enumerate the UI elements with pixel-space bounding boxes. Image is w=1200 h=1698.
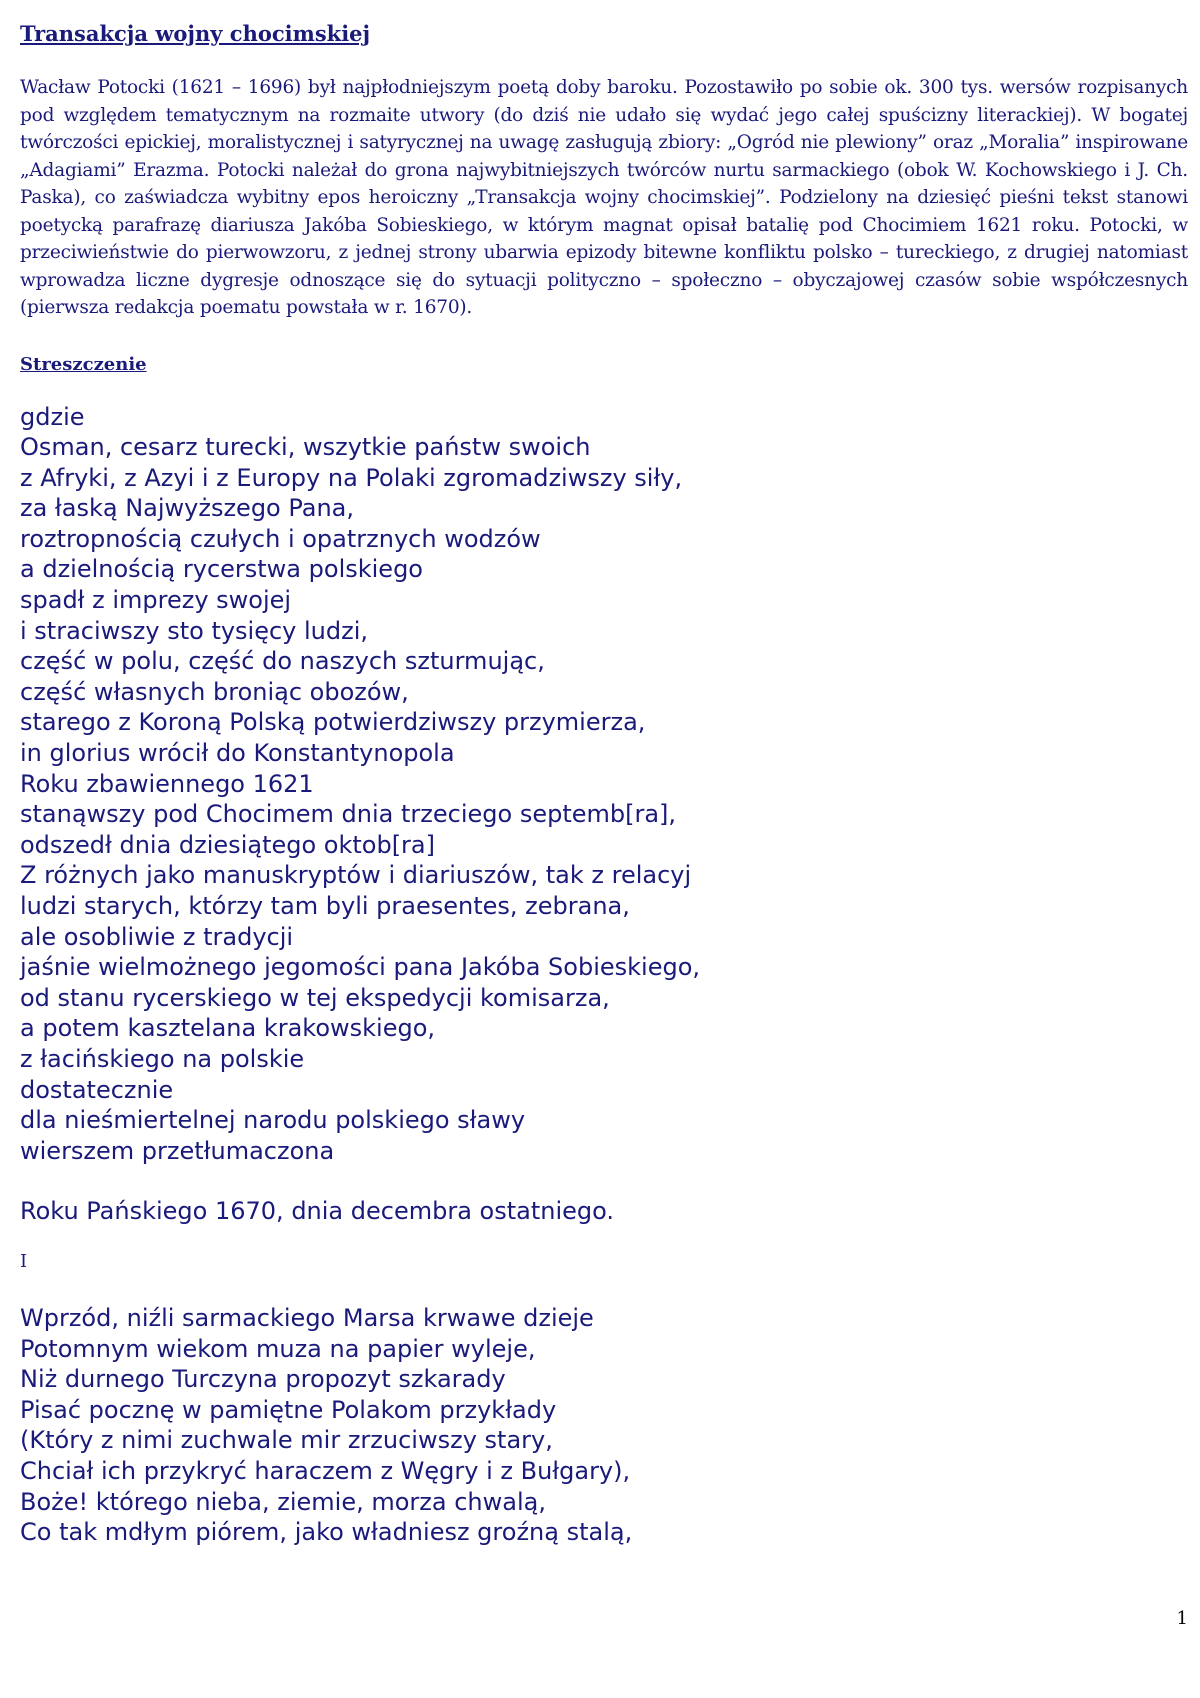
verse-line: i straciwszy sto tysięcy ludzi, <box>20 616 369 645</box>
verse-line: roztropnością czułych i opatrznych wodzów <box>20 524 541 553</box>
verse-line: dla nieśmiertelnej narodu polskiego sławy <box>20 1106 526 1135</box>
verse-line: Roku zbawiennego 1621 <box>20 769 314 798</box>
verse-line: Potomnym wiekom muza na papier wyleje, <box>20 1334 536 1363</box>
verse-line: (Który z nimi zuchwale mir zrzuciwszy stary, <box>20 1426 553 1455</box>
summary-heading: Streszczenie <box>20 353 147 375</box>
verse-line: starego z Koroną Polską potwierdziwszy przymierza, <box>20 708 646 737</box>
title-page-verse <box>20 402 1188 1167</box>
stanza-verse <box>20 1303 1188 1548</box>
verse-line: dostatecznie <box>20 1075 174 1104</box>
verse-line: od stanu rycerskiego w tej ekspedycji komisarza, <box>20 983 610 1012</box>
date-line: Roku Pańskiego 1670, dnia decembra ostatniego. <box>20 1197 615 1226</box>
intro-paragraph: Wacław Potocki (1621 – 1696) był najpłodniejszym poetą doby baroku. Pozostawiło po sobie ok. 300 tys. wersów rozpisanych pod względem tematycznym na rozmaite utwory (do dziś nie udało się wydać jego całej spuścizny literackiej). W bogatej twórczości epickiej, moralistycznej i satyrycznej na uwagę zasługują zbiory: „Ogród nie plewiony” oraz „Moralia” inspirowane „Adagiami” Erazma. Potocki należał do grona najwybitniejszych twórców nurtu sarmackiego (obok W. Kochowskiego i J. Ch. Paska), co zaświadcza wybitny epos heroiczny „Transakcja wojny chocimskiej”. Podzielony na dziesięć pieśni tekst stanowi poetycką parafrazę diariusza Jakóba Sobieskiego, w którym magnat opisał batalię pod Chocimiem 1621 roku. Potocki, w przeciwieństwie do pierwowzoru, z jednej strony ubarwia epizody bitewne konfliktu polsko – tureckiego, z drugiej natomiast wprowadza liczne dygresje odnoszące się do sytuacji polityczno – społeczno – obyczajowej czasów sobie współczesnych (pierwsza redakcja poematu powstała w r. 1670). <box>20 77 1188 318</box>
verse-line: in glorius wrócił do Konstantynopola <box>20 739 455 768</box>
verse-line: z Afryki, z Azyi i z Europy na Polaki zgromadziwszy siły, <box>20 463 683 492</box>
verse-line: Niż durnego Turczyna propozyt szkarady <box>20 1365 506 1394</box>
verse-line: Z różnych jako manuskryptów i diariuszów, tak z relacyj <box>20 861 692 890</box>
page-number: 1 <box>1176 1608 1188 1629</box>
verse-line: Wprzód, niźli sarmackiego Marsa krwawe dzieje <box>20 1303 594 1332</box>
verse-line: a dzielnością rycerstwa polskiego <box>20 555 423 584</box>
verse-line: z łacińskiego na polskie <box>20 1044 305 1073</box>
verse-line: spadł z imprezy swojej <box>20 586 292 615</box>
verse-line: stanąwszy pod Chocimem dnia trzeciego septemb[ra], <box>20 800 677 829</box>
verse-line: Pisać pocznę w pamiętne Polakom przykłady <box>20 1395 557 1424</box>
date-line-block <box>20 1196 1188 1227</box>
verse-line: a potem kasztelana krakowskiego, <box>20 1014 436 1043</box>
verse-line: odszedł dnia dziesiątego oktob[ra] <box>20 830 435 859</box>
verse-line: część własnych broniąc obozów, <box>20 677 409 706</box>
verse-line: Boże! którego nieba, ziemie, morza chwalą, <box>20 1487 546 1516</box>
verse-line: Chciał ich przykryć haraczem z Węgry i z Bułgary), <box>20 1456 631 1485</box>
document-title: Transakcja wojny chocimskiej <box>20 21 371 46</box>
document-page <box>20 20 1188 1548</box>
blank-line <box>20 1166 1188 1196</box>
verse-line: wierszem przetłumaczona <box>20 1136 335 1165</box>
verse-line: część w polu, część do naszych szturmując, <box>20 647 545 676</box>
verse-line: gdzie <box>20 402 85 431</box>
verse-line: Co tak mdłym piórem, jako władniesz groźną stalą, <box>20 1518 633 1547</box>
section-number: I <box>20 1250 28 1272</box>
verse-line: za łaską Najwyższego Pana, <box>20 494 355 523</box>
verse-line: jaśnie wielmożnego jegomości pana Jakóba Sobieskiego, <box>20 953 701 982</box>
verse-line: ludzi starych, którzy tam byli praesentes, zebrana, <box>20 892 630 920</box>
verse-line: ale osobliwie z tradycji <box>20 922 294 951</box>
verse-line: Osman, cesarz turecki, wszytkie państw swoich <box>20 433 591 462</box>
